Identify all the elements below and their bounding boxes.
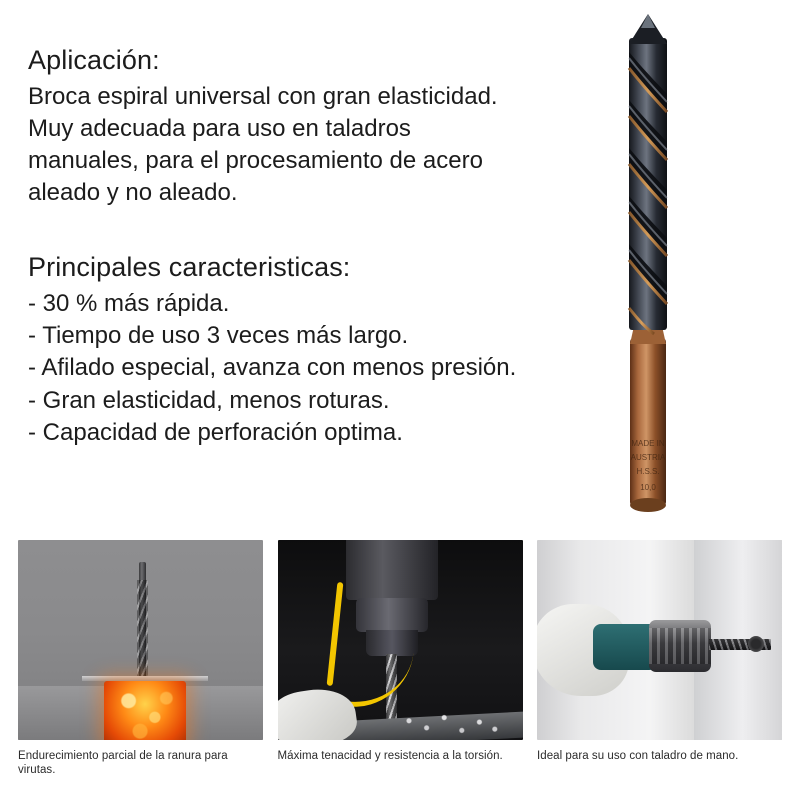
photo-caption: Endurecimiento parcial de la ranura para virutas. [18,750,228,777]
application-heading: Aplicación: [28,45,160,75]
section-spacer [28,209,628,251]
application-paragraph [28,81,518,209]
photo3-drill-chuck [649,620,711,672]
photo-caption: Máxima tenacidad y resistencia a la torsión. [277,750,503,762]
engraving-line-size: 10,0 [640,483,656,492]
photo1-glowing-hot-zone [104,681,186,740]
list-item: - Gran elasticidad, menos roturas. [28,386,390,414]
drill-bit-svg [588,8,708,518]
photo-cell-2 [278,540,523,778]
engraving-line-made-in: MADE IN [631,439,665,448]
photo-torsion-strength [278,540,523,740]
photo3-drilled-hole [748,636,764,652]
application-line-4: aleado y no aleado. [28,178,238,206]
photo2-metal-chips [398,708,508,740]
photo-hand-drill-use [537,540,782,740]
list-item: - Afilado especial, avanza con menos presión. [28,354,517,382]
photo-cell-3 [537,540,782,778]
drill-bit-illustration [588,8,708,518]
photo-cell-1 [18,540,263,778]
engraving-line-hss: H.S.S. [636,467,660,476]
list-item: - 30 % más rápida. [28,289,230,317]
list-item: - Capacidad de perforación optima. [28,419,403,447]
text-content-column [28,44,628,449]
list-item: - Tiempo de uso 3 veces más largo. [28,321,409,349]
application-line-2: Muy adecuada para uso en taladros [28,114,411,142]
features-list [28,288,628,450]
photo-strip [18,540,782,778]
engraving-line-austria: AUSTRIA [630,453,666,462]
application-line-1: Broca espiral universal con gran elasticidad. [28,82,498,110]
photo3-drill-body [593,624,657,670]
features-heading: Principales caracteristicas: [28,251,351,282]
photo1-drill-flutes [137,580,148,680]
application-line-3: manuales, para el procesamiento de acero [28,146,483,174]
photo-caption: Ideal para su uso con taladro de mano. [537,750,739,762]
photo-hardened-flute [18,540,263,740]
